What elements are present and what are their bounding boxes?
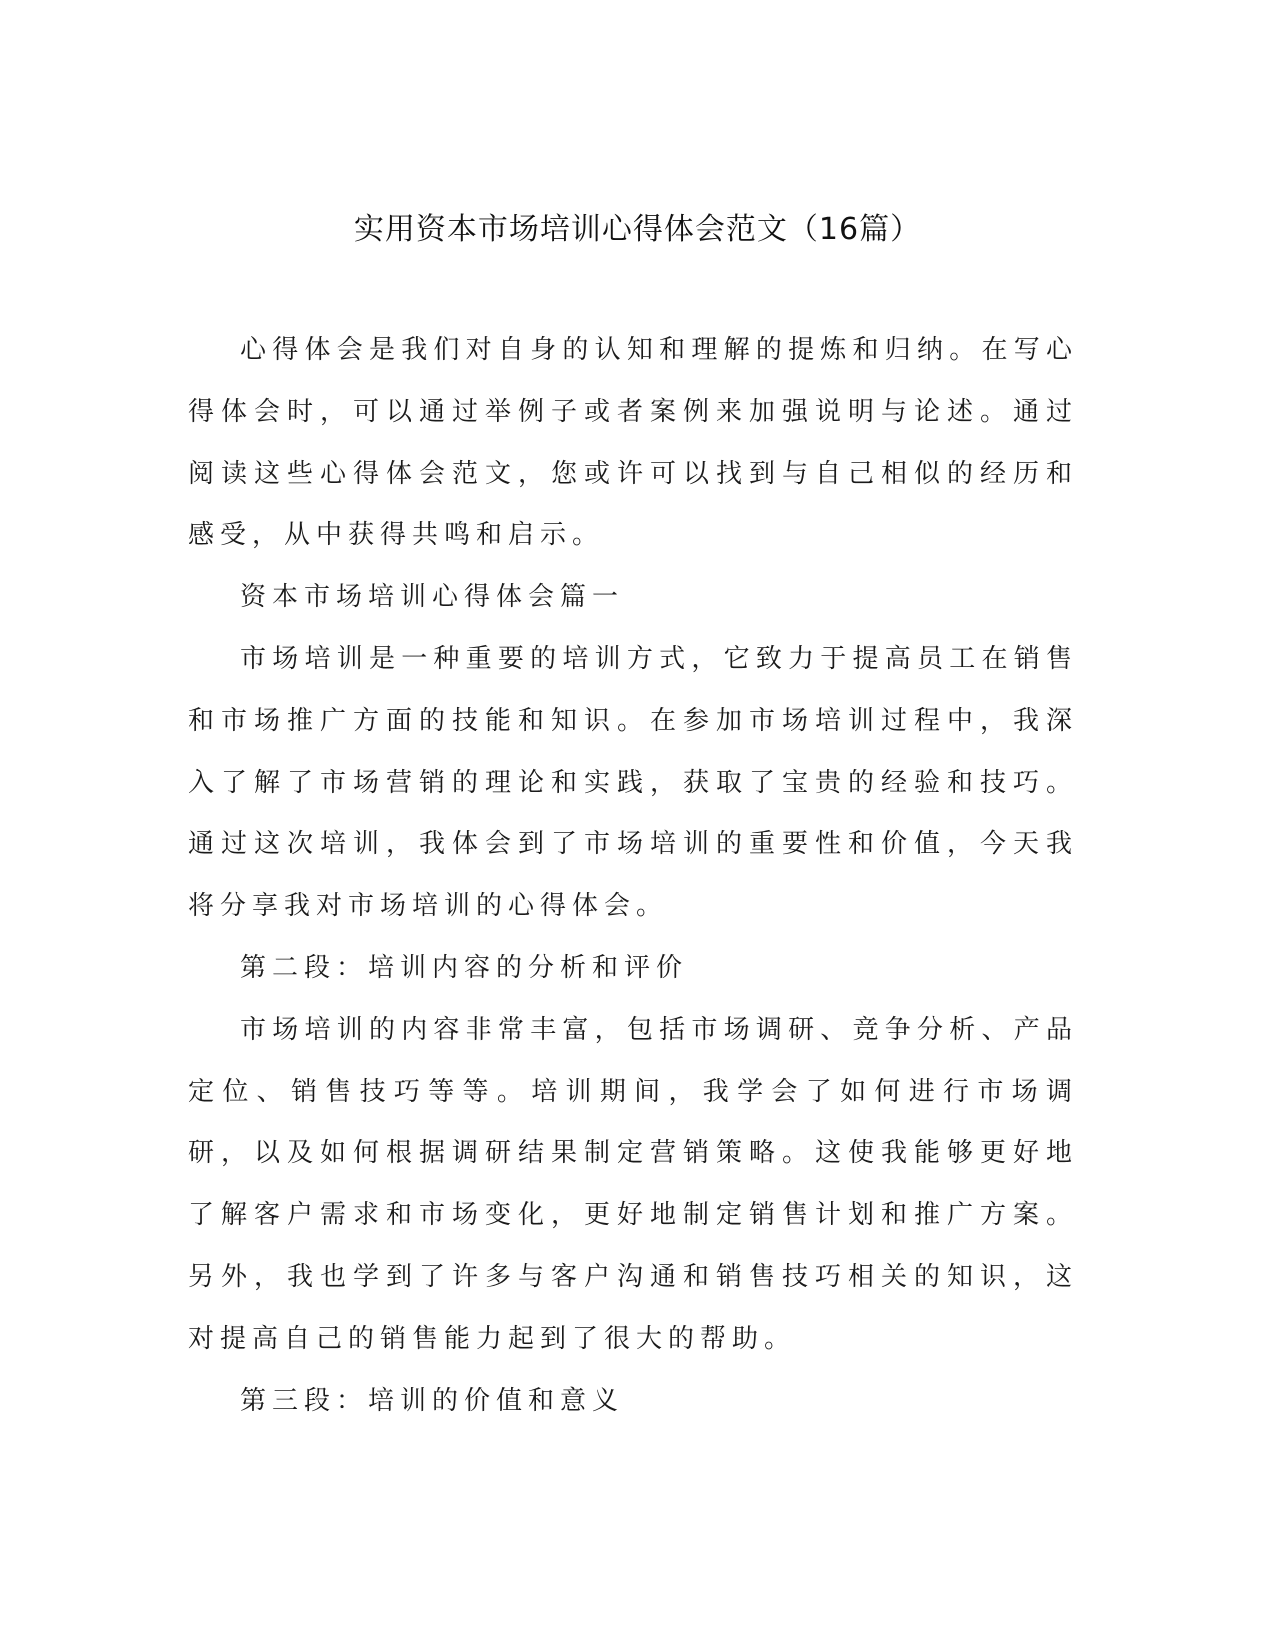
document-title: 实用资本市场培训心得体会范文（16篇）: [353, 212, 922, 247]
section-heading-part-one: 资本市场培训心得体会篇一: [240, 582, 625, 613]
document-body: [188, 320, 1078, 1432]
body-paragraph: 市场培训是一种重要的培训方式，它致力于提高员工在销售和市场推广方面的技能和知识。在参加市场培训过程中，我深入了解了市场营销的理论和实践，获取了宝贵的经验和技巧。通过这次培训，我体会到了市场培训的重要性和价值，今天我将分享我对市场培训的心得体会。: [188, 643, 1078, 922]
body-paragraph: 市场培训的内容非常丰富，包括市场调研、竞争分析、产品定位、销售技巧等等。培训期间，我学会了如何进行市场调研，以及如何根据调研结果制定营销策略。这使我能够更好地了解客户需求和市场变化，更好地制定销售计划和推广方案。另外，我也学到了许多与客户沟通和销售技巧相关的知识，这对提高自己的销售能力起到了很大的帮助。: [188, 1014, 1078, 1354]
intro-paragraph: 心得体会是我们对自身的认知和理解的提炼和归纳。在写心得体会时，可以通过举例子或者案例来加强说明与论述。通过阅读这些心得体会范文，您或许可以找到与自己相似的经历和感受，从中获得共鸣和启示。: [188, 335, 1078, 551]
section-heading-part-two: 第二段：培训内容的分析和评价: [240, 952, 689, 983]
section-heading-part-three: 第三段：培训的价值和意义: [240, 1385, 625, 1416]
